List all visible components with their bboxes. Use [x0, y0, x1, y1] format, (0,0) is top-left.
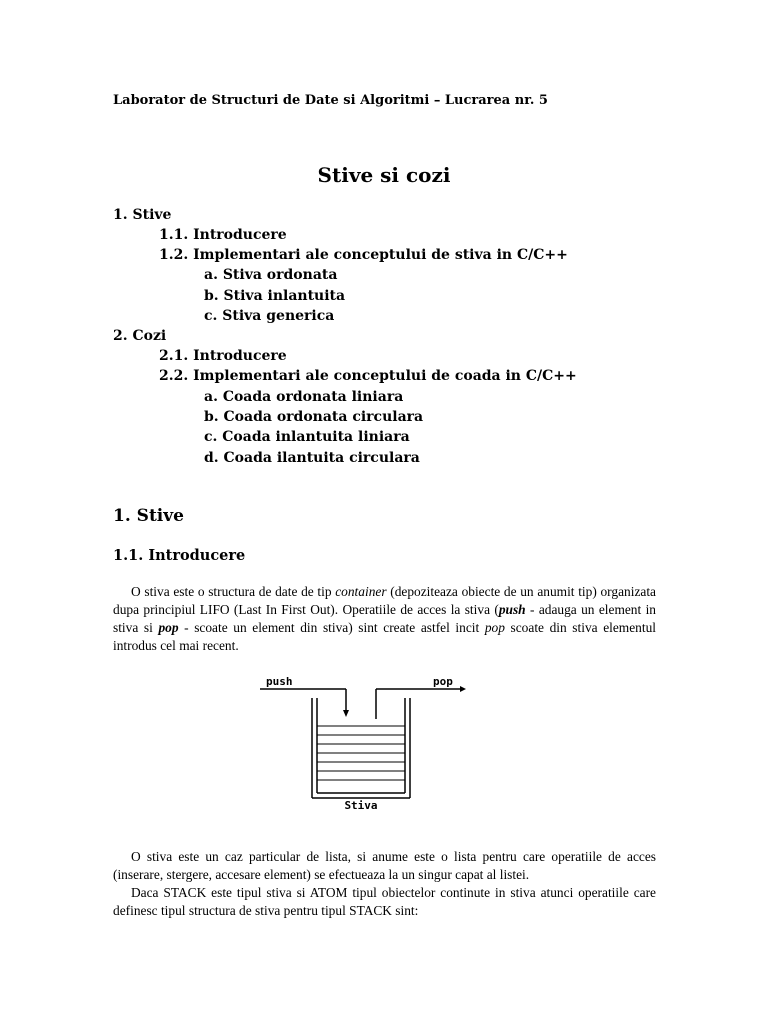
paragraph-text: - scoate un element din stiva) sint create astfel incit — [178, 620, 485, 635]
toc-item: a. Coada ordonata liniara — [204, 389, 404, 405]
stack-label: Stiva — [344, 799, 378, 812]
paragraph-bold: push — [498, 602, 526, 617]
document-header: Laborator de Structuri de Date si Algoritmi – Lucrarea nr. 5 — [113, 93, 548, 108]
toc-item: a. Stiva ordonata — [204, 267, 338, 283]
toc-item: 1.1. Introducere — [159, 227, 287, 243]
paragraph-italic: container — [335, 584, 387, 599]
toc-item: 2. Cozi — [113, 328, 167, 344]
pop-arrowhead — [460, 686, 466, 692]
paragraph-text: (depoziteaza obiecte de un anumit tip) organizata dupa principiul LIFO (Last In First Out). Operatiile de acces la stiva ( — [113, 584, 656, 617]
toc-item: b. Stiva inlantuita — [204, 288, 346, 304]
stack-diagram — [255, 668, 480, 816]
toc-item: c. Stiva generica — [204, 308, 335, 324]
page-title: Stive si cozi — [317, 163, 451, 187]
toc-item: 1.2. Implementari ale conceptului de stiva in C/C++ — [159, 247, 568, 263]
toc-item: b. Coada ordonata circulara — [204, 409, 424, 425]
paragraph-text: - adauga un element in stiva si — [113, 602, 656, 635]
paragraph-text: O stiva este o structura de date de tip — [131, 584, 336, 599]
push-arrowhead — [343, 710, 349, 717]
paragraph-operations: Daca STACK este tipul stiva si ATOM tipul obiectelor continute in stiva atunci operatiile care definesc tipul structura de stiva pentru tipul STACK sint: — [113, 885, 656, 918]
paragraph-intro — [113, 583, 656, 655]
toc-item: d. Coada ilantuita circulara — [204, 450, 420, 466]
push-label: push — [266, 675, 293, 688]
paragraph-list-particular: O stiva este un caz particular de lista, si anume este o lista pentru care operatiile de acces (inserare, stergere, accesare element) se efectueaza la un singur capat al listei. — [113, 849, 656, 882]
section-heading: 1. Stive — [113, 506, 184, 526]
toc-item: c. Coada inlantuita liniara — [204, 429, 410, 445]
paragraph-text: scoate din stiva elementul introdus cel mai recent. — [113, 620, 656, 653]
toc-item: 1. Stive — [113, 207, 172, 223]
toc-item: 2.2. Implementari ale conceptului de coada in C/C++ — [159, 368, 577, 384]
paragraph-bold: pop — [158, 620, 179, 635]
toc-item: 2.1. Introducere — [159, 348, 287, 364]
pop-label: pop — [433, 675, 453, 688]
paragraph-italic: pop — [484, 620, 505, 635]
subsection-heading: 1.1. Introducere — [113, 547, 246, 564]
